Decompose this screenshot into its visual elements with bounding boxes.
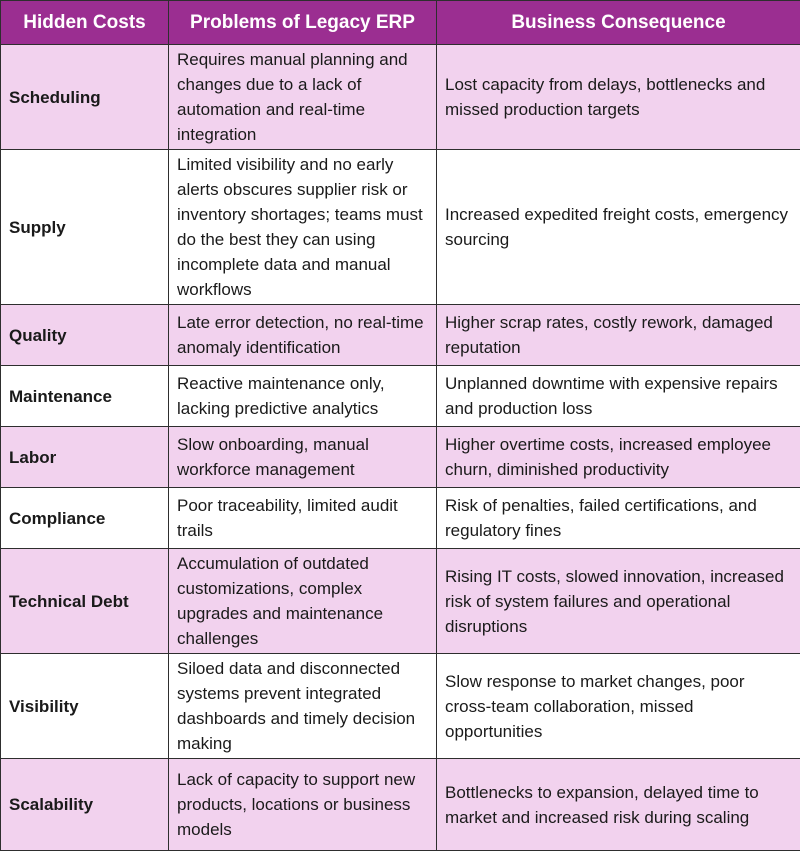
cost-cell: Quality (1, 305, 169, 366)
table-row (1, 150, 800, 305)
cost-cell: Compliance (1, 488, 169, 549)
problem-cell: Siloed data and disconnected systems prevent integrated dashboards and timely decision making (169, 654, 437, 759)
problem-cell: Late error detection, no real-time anomaly identification (169, 305, 437, 366)
consequence-cell: Rising IT costs, slowed innovation, increased risk of system failures and operational disruptions (437, 549, 800, 654)
table-row (1, 488, 800, 549)
problem-cell: Reactive maintenance only, lacking predictive analytics (169, 366, 437, 427)
table-row (1, 305, 800, 366)
problem-cell: Poor traceability, limited audit trails (169, 488, 437, 549)
cost-cell: Labor (1, 427, 169, 488)
table-row (1, 366, 800, 427)
header-business-consequence: Business Consequence (437, 1, 800, 45)
header-hidden-costs: Hidden Costs (1, 1, 169, 45)
consequence-cell: Lost capacity from delays, bottlenecks and missed production targets (437, 45, 800, 150)
consequence-cell: Risk of penalties, failed certifications, and regulatory fines (437, 488, 800, 549)
cost-cell: Visibility (1, 654, 169, 759)
consequence-cell: Increased expedited freight costs, emergency sourcing (437, 150, 800, 305)
consequence-cell: Bottlenecks to expansion, delayed time to market and increased risk during scaling (437, 759, 800, 851)
consequence-cell: Unplanned downtime with expensive repairs and production loss (437, 366, 800, 427)
problem-cell: Lack of capacity to support new products, locations or business models (169, 759, 437, 851)
table-row (1, 45, 800, 150)
cost-cell: Maintenance (1, 366, 169, 427)
table-row (1, 759, 800, 851)
problem-cell: Slow onboarding, manual workforce management (169, 427, 437, 488)
table-row (1, 427, 800, 488)
consequence-cell: Higher scrap rates, costly rework, damaged reputation (437, 305, 800, 366)
consequence-cell: Slow response to market changes, poor cross-team collaboration, missed opportunities (437, 654, 800, 759)
table-row (1, 549, 800, 654)
cost-cell: Supply (1, 150, 169, 305)
table-row (1, 654, 800, 759)
problem-cell: Requires manual planning and changes due to a lack of automation and real-time integration (169, 45, 437, 150)
table-body (1, 45, 800, 851)
cost-cell: Technical Debt (1, 549, 169, 654)
cost-cell: Scheduling (1, 45, 169, 150)
problem-cell: Accumulation of outdated customizations, complex upgrades and maintenance challenges (169, 549, 437, 654)
table-header (1, 1, 800, 45)
header-problems-legacy-erp: Problems of Legacy ERP (169, 1, 437, 45)
cost-cell: Scalability (1, 759, 169, 851)
consequence-cell: Higher overtime costs, increased employee churn, diminished productivity (437, 427, 800, 488)
header-row (1, 1, 800, 45)
problem-cell: Limited visibility and no early alerts obscures supplier risk or inventory shortages; teams must do the best they can using incomplete data and manual workflows (169, 150, 437, 305)
